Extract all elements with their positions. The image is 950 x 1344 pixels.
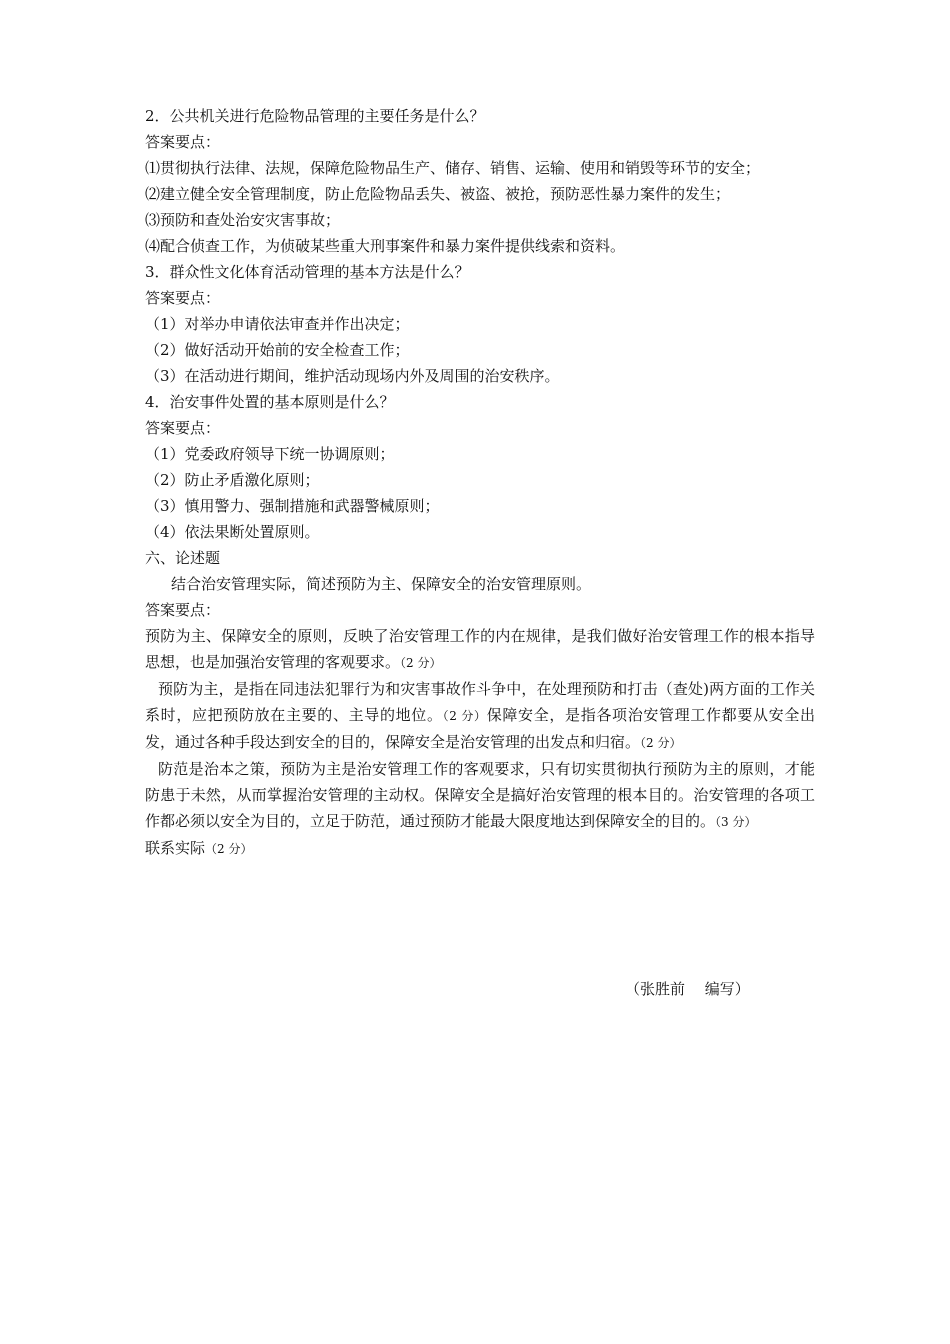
paragraph-text: 预防为主、保障安全的原则，反映了治安管理工作的内在规律，是我们做好治安管理工作的根本指导思想，也是加强治安管理的客观要求。 [145,627,815,671]
answer-label: 答案要点： [145,419,221,437]
answer-item: （4）依法果断处置原则。 [145,523,320,541]
score-note: （2 分） [640,736,682,750]
question-3-title: 3．群众性文化体育活动管理的基本方法是什么？ [145,263,470,281]
essay-paragraph-4 [145,835,815,862]
answer-item: ⑴贯彻执行法律、法规，保障危险物品生产、储存、销售、运输、使用和销毁等环节的安全； [145,159,761,177]
essay-paragraph-2 [145,676,815,756]
answer-item: （2）做好活动开始前的安全检查工作； [145,341,410,359]
answer-label: 答案要点： [145,601,221,619]
answer-item: ⑷配合侦查工作，为侦破某些重大刑事案件和暴力案件提供线索和资料。 [145,237,626,255]
answer-label: 答案要点： [145,133,221,151]
author-credit: （张胜前 编写） [625,980,750,998]
paragraph-text: 防范是治本之策，预防为主是治安管理工作的客观要求，只有切实贯彻执行预防为主的原则，才能防患于未然，从而掌握治安管理的主动权。保障安全是搞好治安管理的根本目的。治安管理的各项工作都必须以安全为目的，立足于防范，通过预防才能最大限度地达到保障安全的目的。 [145,760,815,830]
answer-item: ⑶预防和查处治安灾害事故； [145,211,341,229]
section-heading: 六、论述题 [145,549,221,567]
question-4-title: 4．治安事件处置的基本原则是什么？ [145,393,395,411]
answer-item: （3）在活动进行期间，维护活动现场内外及周围的治安秩序。 [145,367,560,385]
answer-item: （3）慎用警力、强制措施和武器警械原则； [145,497,440,515]
score-note: （3 分） [715,815,757,829]
answer-item: （1）对举办申请依法审查并作出决定； [145,315,410,333]
essay-question: 结合治安管理实际，简述预防为主、保障安全的治安管理原则。 [171,575,592,593]
answer-item: ⑵建立健全安全管理制度，防止危险物品丢失、被盗、被抢，预防恶性暴力案件的发生； [145,185,731,203]
answer-item: （2）防止矛盾激化原则； [145,471,320,489]
score-note: （2 分） [400,656,442,670]
essay-paragraph-1 [145,623,815,676]
answer-item: （1）党委政府领导下统一协调原则； [145,445,395,463]
score-note: （2 分） [205,842,253,856]
score-note: （2 分） [442,709,487,723]
answer-label: 答案要点： [145,289,221,307]
paragraph-text: 预防为主，是指在同违法犯罪行为和灾害事故作斗争中，在处理预防和打击（查处)两方面的工作关系时，应把预防放在主要的、主导的地位。 [145,680,815,724]
document-body [145,103,815,862]
paragraph-text: 保障安全，是指各项治安管理工作都要从安全出发，通过各种手段达到安全的目的，保障安全是治安管理的出发点和归宿。 [145,706,815,751]
question-2-title: 2．公共机关进行危险物品管理的主要任务是什么？ [145,107,485,125]
paragraph-text: 联系实际 [145,839,206,857]
essay-paragraph-3 [145,756,815,835]
